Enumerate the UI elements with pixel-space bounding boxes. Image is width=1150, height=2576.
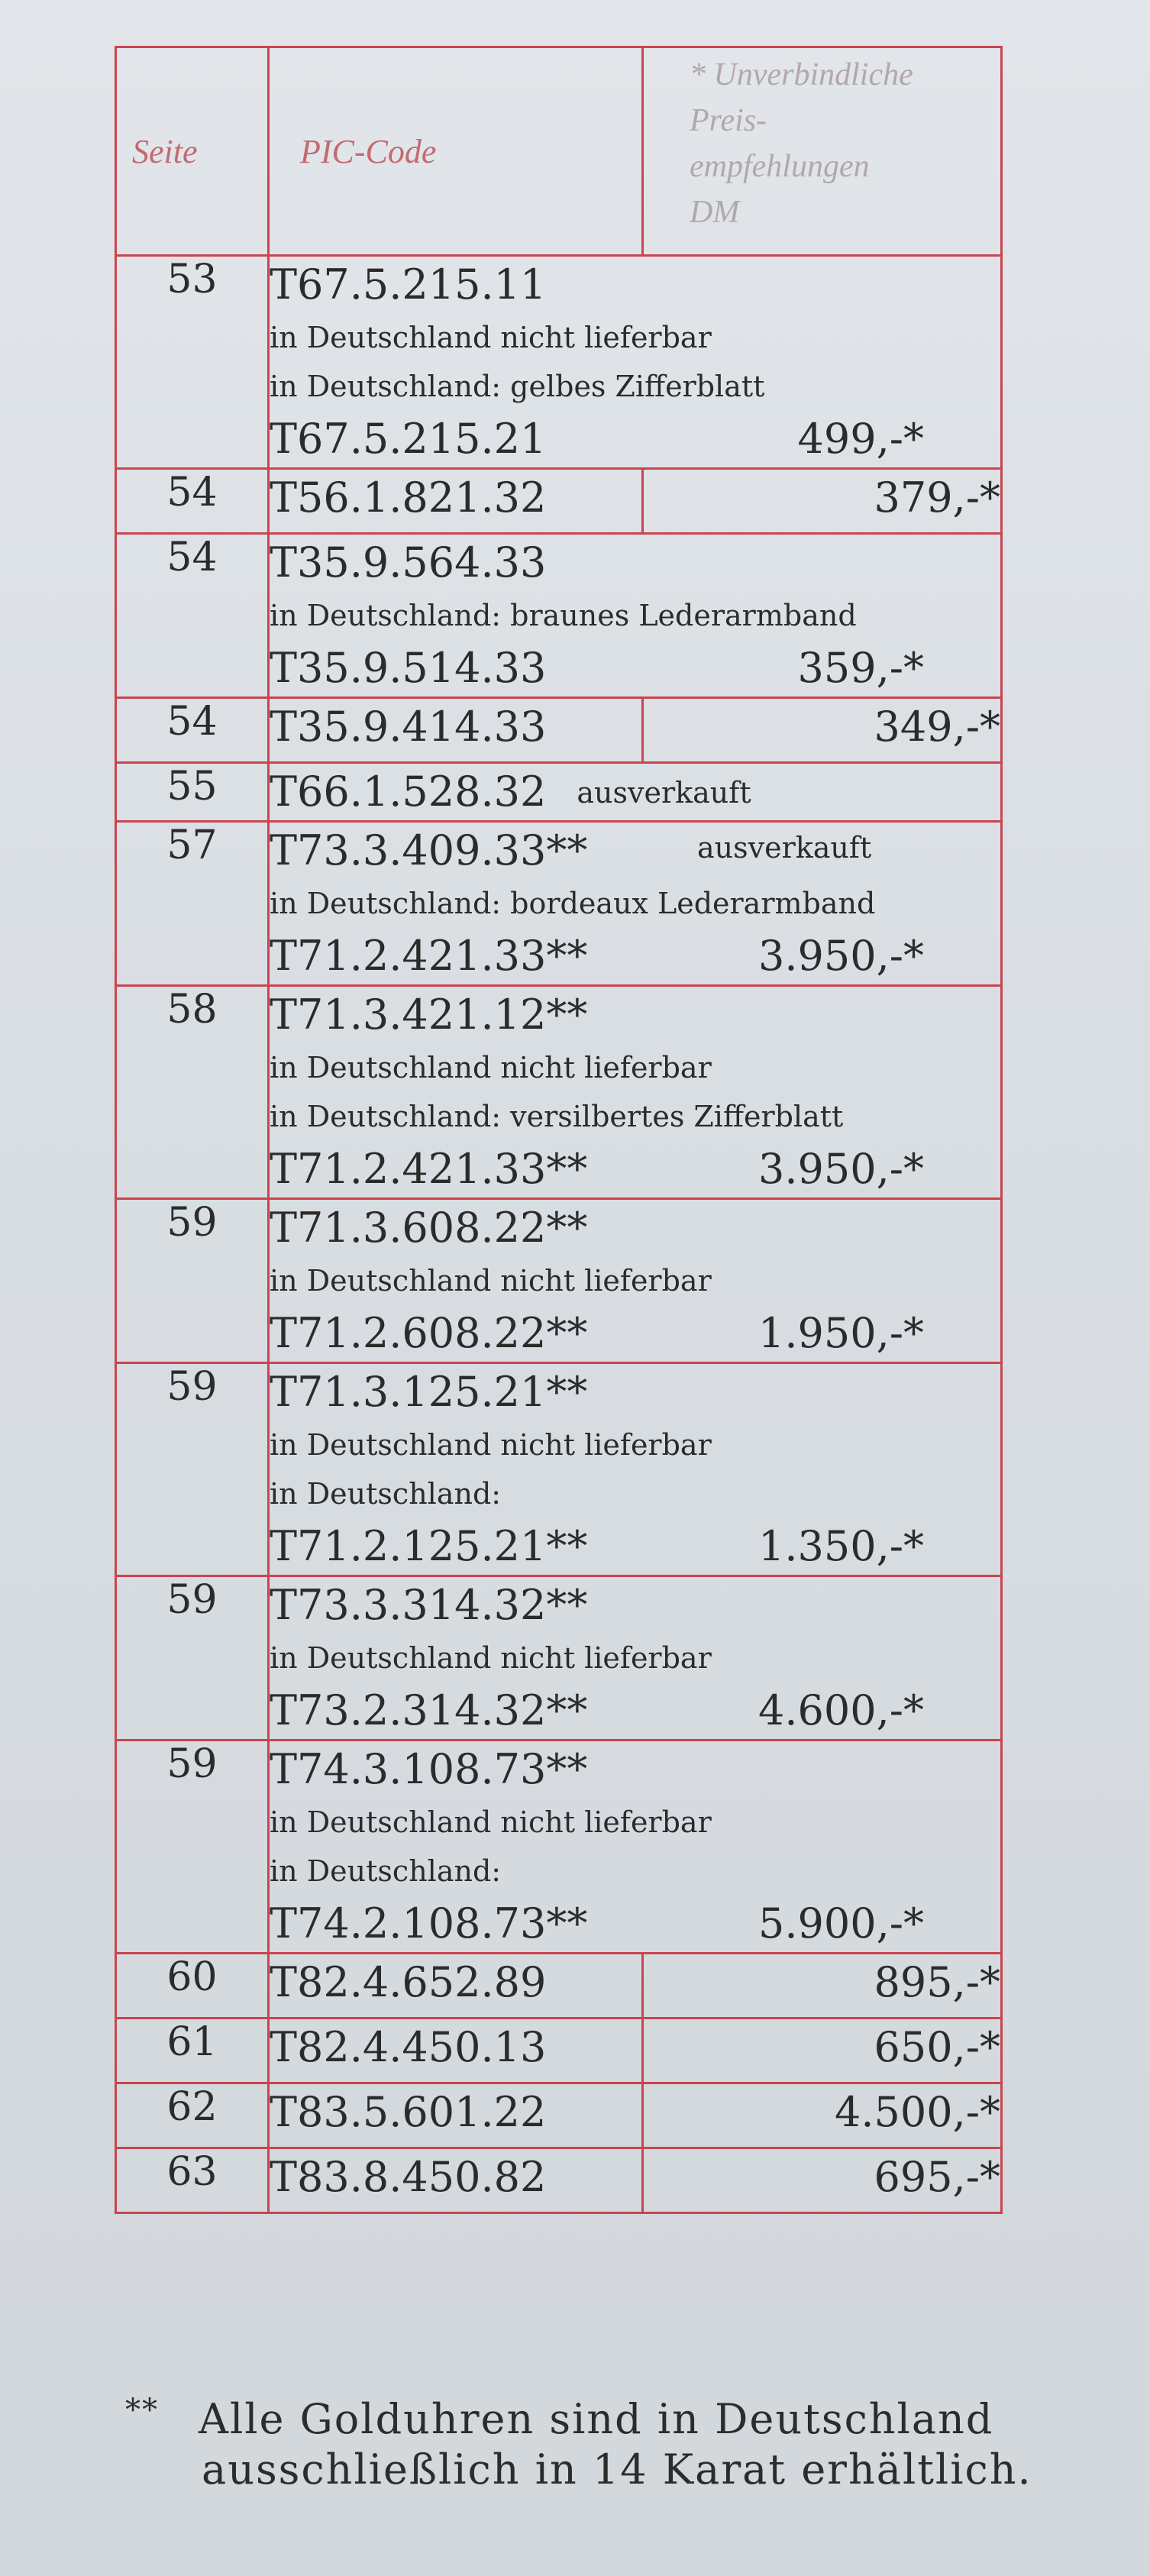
- price-value: 5.900,-*: [758, 1899, 924, 1947]
- price-value: 4.500,-*: [834, 2088, 1000, 2136]
- availability-note: in Deutschland nicht lieferbar: [270, 321, 712, 354]
- price-cell: [643, 2083, 1002, 2148]
- pic-code: T73.2.314.32**: [270, 1686, 588, 1734]
- price-value: 895,-*: [874, 1958, 1000, 2006]
- code-cell: [269, 534, 1002, 698]
- table-row: [116, 256, 1002, 469]
- pic-code-line: [270, 1741, 1000, 1798]
- price-value: 695,-*: [874, 2153, 1000, 2201]
- price-cell: [643, 2018, 1002, 2083]
- footnote-line: ausschließlich in 14 Karat erhältlich.: [202, 2445, 1032, 2494]
- pic-code: T71.2.125.21**: [270, 1522, 588, 1570]
- table-row: [116, 534, 1002, 698]
- availability-note: in Deutschland: bordeaux Lederarmband: [270, 887, 876, 920]
- price-value: 1.350,-*: [758, 1522, 924, 1570]
- pic-code-line: [270, 1682, 1000, 1739]
- availability-note: in Deutschland nicht lieferbar: [270, 1051, 712, 1084]
- pic-code-line: [270, 411, 1000, 467]
- pic-code: T83.5.601.22: [270, 2088, 547, 2136]
- table-row: [116, 698, 1002, 763]
- price-value: 349,-*: [874, 703, 1000, 751]
- code-cell: [269, 986, 1002, 1199]
- pic-code: T74.2.108.73**: [270, 1899, 588, 1947]
- availability-note: in Deutschland nicht lieferbar: [270, 1641, 712, 1675]
- pic-code: T35.9.414.33: [270, 703, 547, 751]
- footnote-stars: **: [125, 2393, 159, 2428]
- seite-cell: 59: [116, 1576, 269, 1740]
- price-cell: [643, 2148, 1002, 2213]
- availability-note: in Deutschland: braunes Lederarmband: [270, 599, 857, 632]
- table-row: [116, 2018, 1002, 2083]
- pic-code: T71.2.608.22**: [270, 1309, 588, 1357]
- table-row: [116, 1740, 1002, 1954]
- price-value: 4.600,-*: [758, 1686, 924, 1734]
- table-row: [116, 469, 1002, 534]
- pic-code: T83.8.450.82: [270, 2153, 547, 2201]
- status-ausverkauft: ausverkauft: [577, 776, 751, 810]
- seite-cell: 54: [116, 534, 269, 698]
- table-row: [116, 1363, 1002, 1576]
- code-cell: [269, 822, 1002, 986]
- table-body: [116, 256, 1002, 2213]
- price-cell: [643, 469, 1002, 534]
- header-seite: Seite: [116, 47, 269, 256]
- pic-code: T66.1.528.32: [270, 768, 547, 816]
- pic-code: T56.1.821.32: [270, 474, 547, 522]
- pic-code-line: [270, 1518, 1000, 1575]
- pic-code: T73.3.409.33**: [270, 826, 588, 874]
- price-value: 3.950,-*: [758, 932, 924, 980]
- pic-code-line: [270, 987, 1000, 1043]
- table-row: [116, 2083, 1002, 2148]
- pic-code-line: [270, 1896, 1000, 1952]
- seite-cell: 54: [116, 698, 269, 763]
- code-cell: [269, 1199, 1002, 1363]
- price-cell: [643, 1954, 1002, 2018]
- seite-cell: 63: [116, 2148, 269, 2213]
- table-row: [116, 1199, 1002, 1363]
- pic-code-line: [270, 1364, 1000, 1421]
- pic-code: T71.2.421.33**: [270, 932, 588, 980]
- availability-note: in Deutschland: gelbes Zifferblatt: [270, 370, 765, 403]
- seite-cell: 59: [116, 1363, 269, 1576]
- availability-note: in Deutschland nicht lieferbar: [270, 1805, 712, 1839]
- pic-code: T67.5.215.11: [270, 260, 547, 309]
- availability-note: in Deutschland: versilbertes Zifferblatt: [270, 1100, 844, 1133]
- table-row: [116, 763, 1002, 822]
- header-pic-code: PIC-Code: [269, 47, 643, 256]
- seite-cell: 54: [116, 469, 269, 534]
- pic-code-line: [270, 640, 1000, 697]
- seite-cell: 55: [116, 763, 269, 822]
- pic-code-line: [270, 1200, 1000, 1256]
- pic-code: T71.3.125.21**: [270, 1368, 588, 1416]
- header-price-line: empfehlungen: [690, 149, 870, 184]
- code-cell: [269, 1740, 1002, 1954]
- header-price-line: DM: [690, 195, 740, 230]
- seite-cell: 53: [116, 256, 269, 469]
- table-row: [116, 822, 1002, 986]
- header-price-line: * Unverbindliche: [690, 57, 913, 92]
- availability-note: in Deutschland nicht lieferbar: [270, 1264, 712, 1298]
- code-cell: [269, 698, 643, 763]
- code-cell: [269, 256, 1002, 469]
- seite-cell: 62: [116, 2083, 269, 2148]
- header-price-line: Preis-: [690, 103, 767, 138]
- availability-note: in Deutschland:: [270, 1477, 502, 1511]
- pic-code-line: [270, 257, 1000, 313]
- pic-code-line: [270, 1305, 1000, 1362]
- code-cell: [269, 469, 643, 534]
- pic-code: T82.4.450.13: [270, 2023, 547, 2071]
- pic-code: T71.3.421.12**: [270, 991, 588, 1039]
- pic-code: T74.3.108.73**: [270, 1745, 588, 1793]
- header-row: [116, 47, 1002, 256]
- price-value: 379,-*: [874, 474, 1000, 522]
- pic-code-line: [270, 823, 1000, 879]
- table-row: [116, 1576, 1002, 1740]
- pic-code-line: [270, 1577, 1000, 1634]
- pic-code: T82.4.652.89: [270, 1958, 547, 2006]
- pic-code-line: [270, 928, 1000, 984]
- footnote: [125, 2393, 1054, 2495]
- availability-note: in Deutschland:: [270, 1854, 502, 1888]
- pic-code: T67.5.215.21: [270, 415, 547, 463]
- price-value: 3.950,-*: [758, 1145, 924, 1193]
- seite-cell: 57: [116, 822, 269, 986]
- code-cell: [269, 763, 1002, 822]
- code-cell: [269, 1576, 1002, 1740]
- table-row: [116, 2148, 1002, 2213]
- pic-code: T71.2.421.33**: [270, 1145, 588, 1193]
- price-value: 650,-*: [874, 2023, 1000, 2071]
- pic-code-line: [270, 764, 1000, 820]
- pic-code: T35.9.564.33: [270, 538, 547, 587]
- seite-cell: 60: [116, 1954, 269, 2018]
- header-price: [643, 47, 1002, 256]
- pic-code: T73.3.314.32**: [270, 1581, 588, 1629]
- availability-note: in Deutschland nicht lieferbar: [270, 1428, 712, 1462]
- code-cell: [269, 2083, 643, 2148]
- price-value: 499,-*: [797, 415, 924, 463]
- code-cell: [269, 2018, 643, 2083]
- pic-code-line: [270, 535, 1000, 591]
- price-value: 1.950,-*: [758, 1309, 924, 1357]
- pic-code: T71.3.608.22**: [270, 1204, 588, 1252]
- seite-cell: 61: [116, 2018, 269, 2083]
- pic-code: T35.9.514.33: [270, 644, 547, 692]
- status-ausverkauft: ausverkauft: [697, 831, 872, 865]
- code-cell: [269, 1363, 1002, 1576]
- pic-code-line: [270, 1141, 1000, 1198]
- seite-cell: 59: [116, 1199, 269, 1363]
- price-value: 359,-*: [797, 644, 924, 692]
- seite-cell: 59: [116, 1740, 269, 1954]
- price-cell: [643, 698, 1002, 763]
- footnote-line: Alle Golduhren sind in Deutschland: [199, 2395, 994, 2443]
- code-cell: [269, 1954, 643, 2018]
- table-row: [116, 1954, 1002, 2018]
- table-row: [116, 986, 1002, 1199]
- code-cell: [269, 2148, 643, 2213]
- seite-cell: 58: [116, 986, 269, 1199]
- price-table: [115, 46, 1003, 2214]
